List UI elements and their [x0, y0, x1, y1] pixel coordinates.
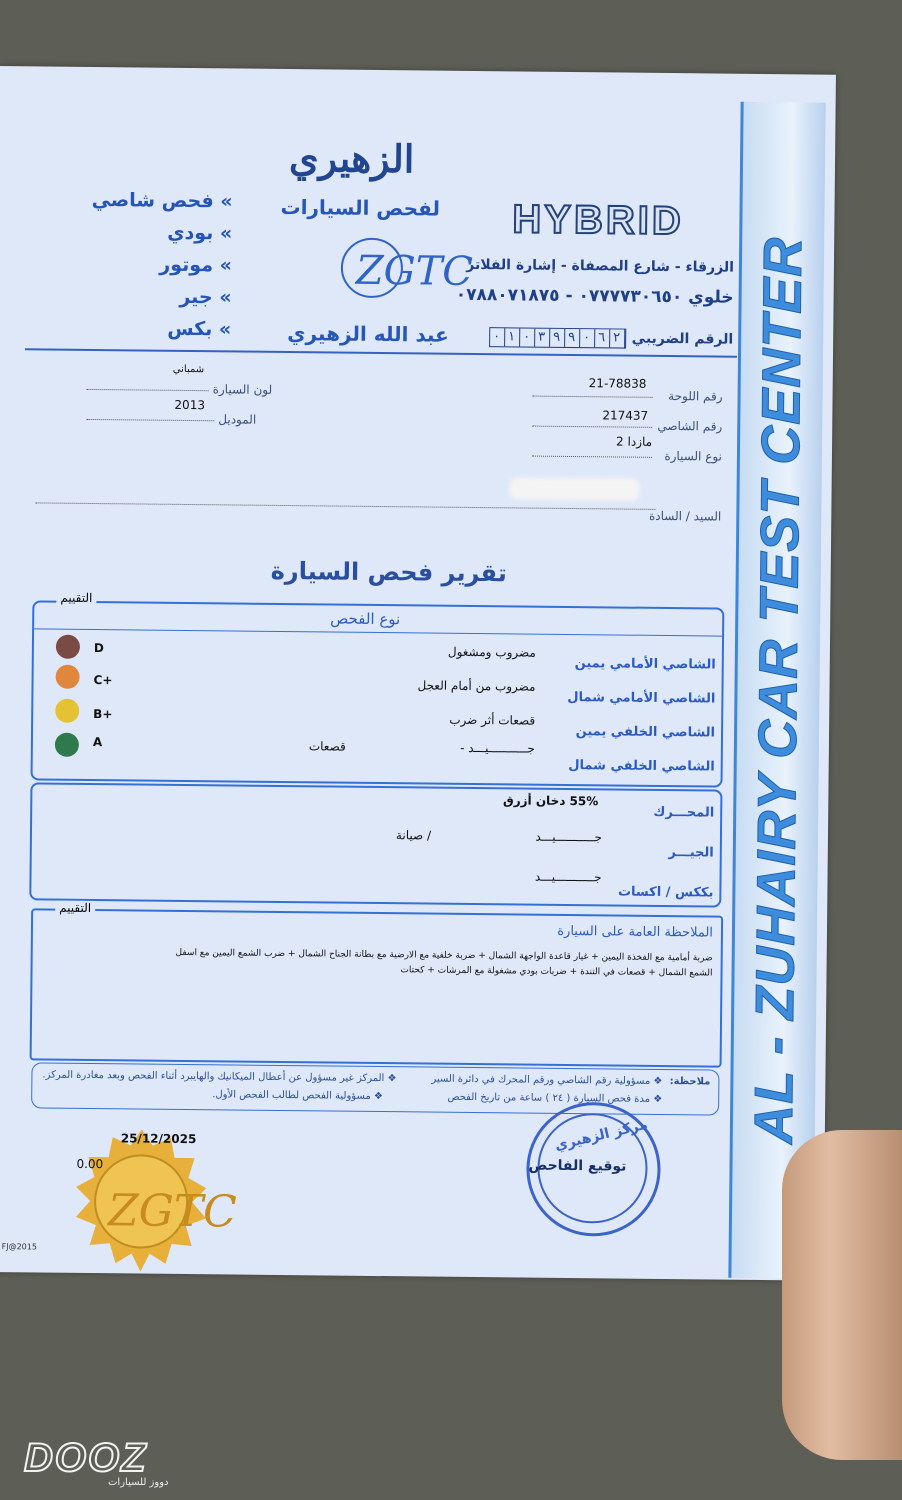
hybrid-brand: HYBRID — [512, 197, 684, 244]
grade-dot-d — [56, 635, 80, 659]
signature-label: توقيع الفاحص — [528, 1157, 627, 1175]
plate-value: 21-78838 — [588, 376, 647, 391]
tax-digit-boxes — [489, 327, 626, 348]
customer-redaction — [509, 477, 639, 500]
tax-digit: ٠ — [490, 328, 505, 346]
differential-value: جـــــــــــيـــد — [534, 869, 602, 885]
service-item: » بكس — [167, 317, 232, 341]
service-item: » فحص شاصي — [91, 188, 233, 213]
plate-line — [533, 396, 653, 398]
inspection-type-header: نوع الفحص — [330, 609, 401, 629]
chassis-row-value: قصعات أثر ضرب — [449, 712, 536, 728]
chassis-section — [31, 590, 725, 787]
note-right-1: ❖ مسؤولية رقم الشاصي ورقم المحرك في دائرة السير — [431, 1073, 663, 1087]
note-left-2: ❖ مسؤولية الفحص لطالب الفحص الأول. — [212, 1089, 383, 1103]
note-right-2: ❖ مدة فحص السيارة ( ٢٤ ) ساعة من تاريخ الفحص — [447, 1091, 663, 1105]
note-label: ملاحظة: — [669, 1076, 711, 1088]
differential-label: بككس / اكسات — [617, 884, 714, 901]
seal-logo-text: ZGTC — [107, 1185, 238, 1238]
gear-value: جـــــــــــيـــد — [535, 829, 603, 845]
owner-name: عبد الله الزهيري — [287, 321, 449, 347]
watermark-brand: DOOZ — [24, 1436, 148, 1480]
model-line — [86, 419, 214, 421]
chassis-row-label: الشاصي الأمامي يمين — [574, 656, 716, 673]
service-item: » موتور — [159, 253, 233, 277]
side-band-text: AL - ZUHAIRY CAR TEST CENTER — [743, 236, 814, 1145]
grade-label: B+ — [93, 707, 113, 722]
chassis-value: 217437 — [602, 408, 649, 423]
chassis-row-value: مضروب ومشغول — [447, 644, 536, 660]
logo-text: ZGTC — [355, 247, 474, 295]
chassis-line — [532, 426, 652, 428]
center-address: الزرقاء - شارع المصفاة - إشارة الفلاتر — [466, 256, 735, 276]
services-list — [31, 188, 233, 350]
model-value: 2013 — [174, 397, 206, 413]
thumb — [782, 1130, 902, 1460]
header-divider — [25, 348, 737, 357]
grade-label: C+ — [93, 673, 113, 688]
grade-label: A — [92, 735, 103, 750]
service-item: » جير — [179, 285, 232, 309]
notes-text: ضربة أمامية مع الفخذة اليمين + غيار قاعدة الواجهة الشمال + ضربة خلفية مع الارضية مع بطانة الجناح الشمال + ضرب الشمع اليمين مع اسفل الشمع الشمال + قصعات في التندة + ضربات بودي مشغولة مع المرشات + كحتات — [175, 947, 713, 979]
type-value: مازدا 2 — [616, 434, 653, 449]
tax-digit: ٩ — [550, 329, 565, 347]
inspection-report-paper — [0, 66, 836, 1281]
note-left-1: ❖ المركز غير مسؤول عن أعطال الميكانيك والهايبرد أثناء الفحص وبعد مغادرة المركز. — [42, 1069, 397, 1085]
mechanical-section — [29, 782, 722, 907]
engine-value: 55% دخان أزرق — [502, 793, 599, 809]
grade-dot-c-plus — [55, 665, 79, 689]
center-phone: خلوي ٠٧٧٧٧٣٠٦٥٠ - ٠٧٨٨٠٧١٨٧٥ — [455, 284, 734, 308]
color-label: لون السيارة — [212, 382, 273, 397]
tax-digit: ٠ — [520, 328, 535, 346]
tax-digit: ٦ — [595, 329, 610, 347]
report-date: 25/12/2025 — [120, 1131, 197, 1147]
dooz-watermark — [24, 1436, 168, 1488]
notes-label: الملاحظة العامة على السيارة — [557, 923, 714, 941]
rating-header: التقييم — [56, 591, 96, 605]
tax-digit: ٢ — [610, 329, 625, 347]
tax-label: الرقم الضريبي — [631, 330, 734, 348]
notes-rating-header: التقييم — [55, 901, 95, 915]
print-code: FJ@2015 — [1, 1242, 38, 1252]
watermark-sub: دووز للسيارات — [108, 1477, 169, 1488]
tax-number — [489, 327, 734, 350]
plate-label: رقم اللوحة — [668, 389, 723, 404]
type-label: نوع السيارة — [664, 448, 723, 464]
side-band — [728, 102, 825, 1279]
color-value: شمباني — [172, 363, 205, 376]
zgtc-logo — [336, 234, 474, 301]
customer-label: السيد / السادة — [648, 508, 722, 524]
stamp-text: مركز الزهيري — [553, 1116, 650, 1155]
tax-digit: ٩ — [565, 329, 580, 347]
grade-dot-a — [55, 733, 79, 757]
chassis-row-value: مضروب من أمام العجل — [417, 678, 536, 694]
engine-label: المحـــرك — [653, 804, 715, 821]
grade-dot-b-plus — [55, 699, 79, 723]
gear-extra: / صيانة — [395, 828, 432, 843]
color-line — [87, 389, 209, 391]
model-label: الموديل — [218, 412, 257, 427]
service-item: » بودي — [167, 221, 233, 245]
tax-digit: ٣ — [535, 329, 550, 347]
grade-label: D — [93, 641, 104, 656]
center-subtitle: لفحص السيارات — [280, 194, 441, 221]
chassis-label: رقم الشاصي — [657, 418, 723, 434]
report-amount: 0.00 — [76, 1156, 104, 1172]
chassis-row-value: جـــــــــــيـــد - — [460, 740, 535, 756]
chassis-row-label: الشاصي الخلفي يمين — [575, 724, 716, 741]
notes-section — [30, 900, 724, 1067]
center-name: الزهيري — [288, 135, 415, 182]
gear-label: الجيـــر — [668, 845, 714, 861]
type-line — [532, 456, 652, 458]
chassis-row-extra: قصعات — [308, 739, 346, 754]
chassis-row-label: الشاصي الخلفي شمال — [568, 757, 715, 775]
chassis-row-label: الشاصي الأمامي شمال — [567, 689, 716, 707]
tax-digit: ٠ — [580, 329, 595, 347]
gold-seal — [65, 1127, 238, 1279]
customer-line — [35, 502, 655, 509]
report-title: تقرير فحص السيارة — [270, 556, 507, 588]
section-divider — [34, 628, 722, 636]
tax-digit: ١ — [505, 328, 520, 346]
